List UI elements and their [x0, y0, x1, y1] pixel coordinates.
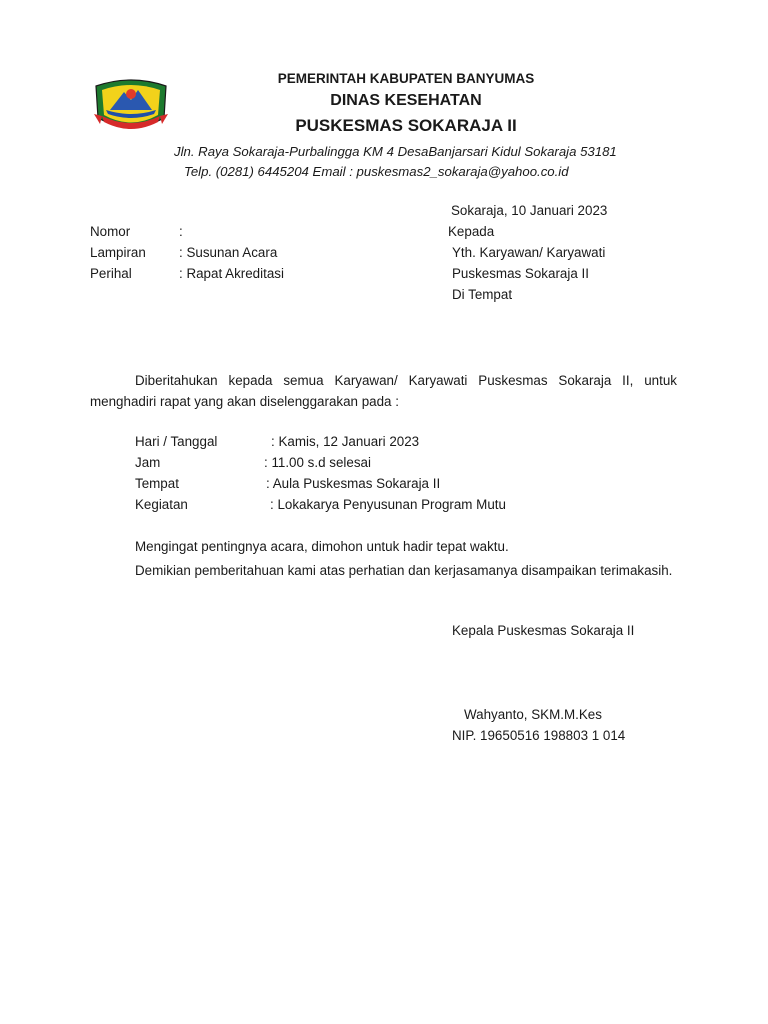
- hari-value: : Kamis, 12 Januari 2023: [271, 434, 420, 449]
- hari-label: Hari / Tanggal: [135, 434, 218, 449]
- nomor-label: Nomor: [90, 224, 131, 239]
- lampiran-label: Lampiran: [90, 245, 146, 260]
- recipient-kepada: Kepada: [448, 224, 495, 239]
- body-reminder: Mengingat pentingnya acara, dimohon untuk hadir tepat waktu.: [135, 539, 509, 554]
- tempat-value: : Aula Puskesmas Sokaraja II: [266, 476, 441, 491]
- tempat-label: Tempat: [135, 476, 179, 491]
- nomor-value: :: [179, 224, 183, 239]
- header-contact: Telp. (0281) 6445204 Email : puskesmas2_sokaraja@yahoo.co.id: [184, 164, 569, 179]
- recipient-yth: Yth. Karyawan/ Karyawati: [452, 245, 606, 260]
- perihal-value: : Rapat Akreditasi: [179, 266, 284, 281]
- body-closing: Demikian pemberitahuan kami atas perhatian dan kerjasamanya disampaikan terimakasih.: [135, 563, 673, 578]
- signature-title: Kepala Puskesmas Sokaraja II: [452, 623, 635, 638]
- jam-value: : 11.00 s.d selesai: [264, 455, 371, 470]
- signature-name: Wahyanto, SKM.M.Kes: [464, 707, 602, 722]
- perihal-label: Perihal: [90, 266, 132, 281]
- body-intro: Diberitahukan kepada semua Karyawan/ Karyawati Puskesmas Sokaraja II, untuk menghadiri rapat yang akan diselenggarakan pada :: [90, 373, 677, 409]
- kegiatan-label: Kegiatan: [135, 497, 188, 512]
- lampiran-value: : Susunan Acara: [179, 245, 278, 260]
- jam-label: Jam: [135, 455, 161, 470]
- header-institution: PUSKESMAS SOKARAJA II: [295, 116, 517, 135]
- place-date: Sokaraja, 10 Januari 2023: [451, 203, 608, 218]
- header-government: PEMERINTAH KABUPATEN BANYUMAS: [277, 71, 535, 86]
- recipient-org: Puskesmas Sokaraja II: [452, 266, 589, 281]
- signature-nip: NIP. 19650516 198803 1 014: [452, 728, 626, 743]
- header-department: DINAS KESEHATAN: [330, 92, 482, 109]
- recipient-place: Di Tempat: [452, 287, 513, 302]
- header-address: Jln. Raya Sokaraja-Purbalingga KM 4 DesaBanjarsari Kidul Sokaraja 53181: [174, 144, 617, 159]
- kegiatan-value: : Lokakarya Penyusunan Program Mutu: [270, 497, 506, 512]
